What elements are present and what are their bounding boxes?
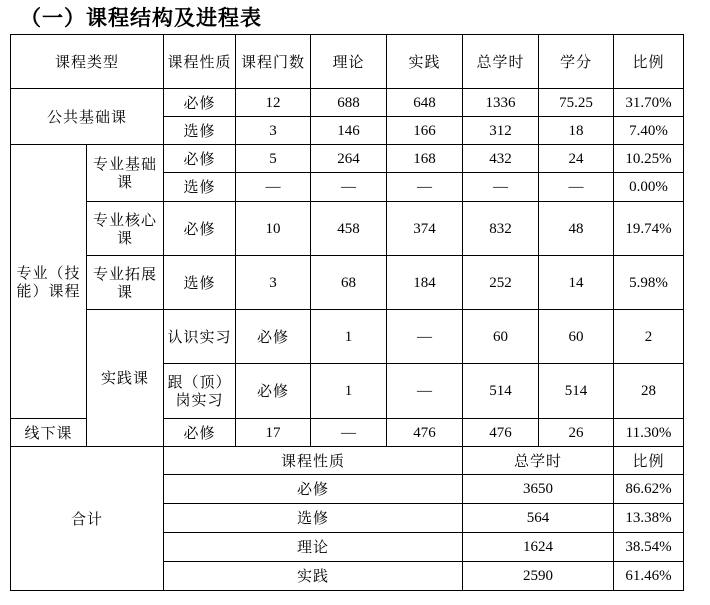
header-row	[11, 35, 684, 89]
cell-theory: —	[311, 419, 387, 447]
summary-nature: 实践	[164, 562, 463, 591]
cell-count: 3	[236, 256, 311, 310]
group-public: 公共基础课	[11, 89, 164, 145]
cell-credits: 14	[539, 256, 614, 310]
summary-nature: 选修	[164, 504, 463, 533]
cell-ratio: 7.40%	[614, 117, 684, 145]
cell-nature: 选修	[164, 256, 236, 310]
cell-theory: —	[311, 173, 387, 202]
cell-total: 1336	[463, 89, 539, 117]
header-course-type: 课程类型	[11, 35, 164, 89]
summary-ratio: 86.62%	[614, 475, 684, 504]
summary-ratio: 38.54%	[614, 533, 684, 562]
group-practical: 实践课	[87, 310, 164, 447]
header-theory: 理论	[311, 35, 387, 89]
cell-credits: —	[539, 173, 614, 202]
table-row	[11, 145, 684, 173]
header-credits: 学分	[539, 35, 614, 89]
cell-ratio: 31.70%	[614, 89, 684, 117]
cell-ratio: 11.30%	[614, 419, 684, 447]
cell-nature: 必修	[164, 145, 236, 173]
cell-count: 5	[236, 145, 311, 173]
cell-count: 1	[311, 310, 387, 364]
summary-header-nature: 课程性质	[164, 447, 463, 475]
cell-ratio: 5.98%	[614, 256, 684, 310]
subgroup-post-internship: 跟（顶）岗实习	[164, 364, 236, 419]
cell-total: —	[463, 173, 539, 202]
cell-practice: 476	[387, 419, 463, 447]
cell-theory: 458	[311, 202, 387, 256]
cell-ratio: 10.25%	[614, 145, 684, 173]
summary-ratio: 13.38%	[614, 504, 684, 533]
cell-theory: 68	[311, 256, 387, 310]
header-ratio: 比例	[614, 35, 684, 89]
cell-practice: 168	[387, 145, 463, 173]
summary-header-row	[11, 447, 684, 475]
cell-theory: 146	[311, 117, 387, 145]
cell-credits: 28	[614, 364, 684, 419]
cell-ratio: 19.74%	[614, 202, 684, 256]
page-title: （一）课程结构及进程表	[20, 5, 262, 30]
cell-theory: 688	[311, 89, 387, 117]
cell-credits: 26	[539, 419, 614, 447]
cell-total: 476	[463, 419, 539, 447]
summary-nature: 理论	[164, 533, 463, 562]
cell-count: —	[236, 173, 311, 202]
cell-credits: 48	[539, 202, 614, 256]
cell-nature: 必修	[164, 89, 236, 117]
summary-ratio: 61.46%	[614, 562, 684, 591]
cell-credits: 2	[614, 310, 684, 364]
cell-practice: 514	[463, 364, 539, 419]
table-row	[11, 89, 684, 117]
table-row	[11, 202, 684, 256]
summary-header-ratio: 比例	[614, 447, 684, 475]
cell-credits: 18	[539, 117, 614, 145]
summary-total: 3650	[463, 475, 614, 504]
cell-nature: 必修	[236, 310, 311, 364]
cell-practice: 60	[463, 310, 539, 364]
cell-count: 3	[236, 117, 311, 145]
summary-header-total: 总学时	[463, 447, 614, 475]
cell-theory: —	[387, 310, 463, 364]
header-total-hours: 总学时	[463, 35, 539, 89]
cell-total: 60	[539, 310, 614, 364]
cell-credits: 75.25	[539, 89, 614, 117]
cell-credits: 24	[539, 145, 614, 173]
subgroup-professional-extension: 专业拓展课	[87, 256, 164, 310]
header-course-nature: 课程性质	[164, 35, 236, 89]
cell-practice: 648	[387, 89, 463, 117]
cell-count: 12	[236, 89, 311, 117]
course-structure-table	[10, 34, 684, 591]
table-row	[11, 310, 684, 364]
summary-nature: 必修	[164, 475, 463, 504]
summary-total: 2590	[463, 562, 614, 591]
group-professional: 专业（技能）课程	[11, 145, 87, 419]
subgroup-offline: 线下课	[11, 419, 87, 447]
cell-nature: 必修	[164, 202, 236, 256]
cell-theory: 264	[311, 145, 387, 173]
cell-nature: 必修	[164, 419, 236, 447]
cell-total: 312	[463, 117, 539, 145]
cell-total: 432	[463, 145, 539, 173]
cell-nature: 选修	[164, 117, 236, 145]
subgroup-professional-core: 专业核心课	[87, 202, 164, 256]
cell-practice: 374	[387, 202, 463, 256]
cell-count: 17	[236, 419, 311, 447]
cell-theory: —	[387, 364, 463, 419]
table-row	[11, 256, 684, 310]
cell-count: 10	[236, 202, 311, 256]
cell-total: 252	[463, 256, 539, 310]
cell-ratio: 0.00%	[614, 173, 684, 202]
header-practice: 实践	[387, 35, 463, 89]
group-summary: 合计	[11, 447, 164, 591]
cell-nature: 选修	[164, 173, 236, 202]
subgroup-professional-basic: 专业基础课	[87, 145, 164, 202]
header-course-count: 课程门数	[236, 35, 311, 89]
cell-total: 832	[463, 202, 539, 256]
cell-total: 514	[539, 364, 614, 419]
cell-nature: 必修	[236, 364, 311, 419]
cell-practice: 166	[387, 117, 463, 145]
summary-total: 1624	[463, 533, 614, 562]
cell-count: 1	[311, 364, 387, 419]
cell-practice: —	[387, 173, 463, 202]
cell-practice: 184	[387, 256, 463, 310]
subgroup-cognitive-internship: 认识实习	[164, 310, 236, 364]
summary-total: 564	[463, 504, 614, 533]
